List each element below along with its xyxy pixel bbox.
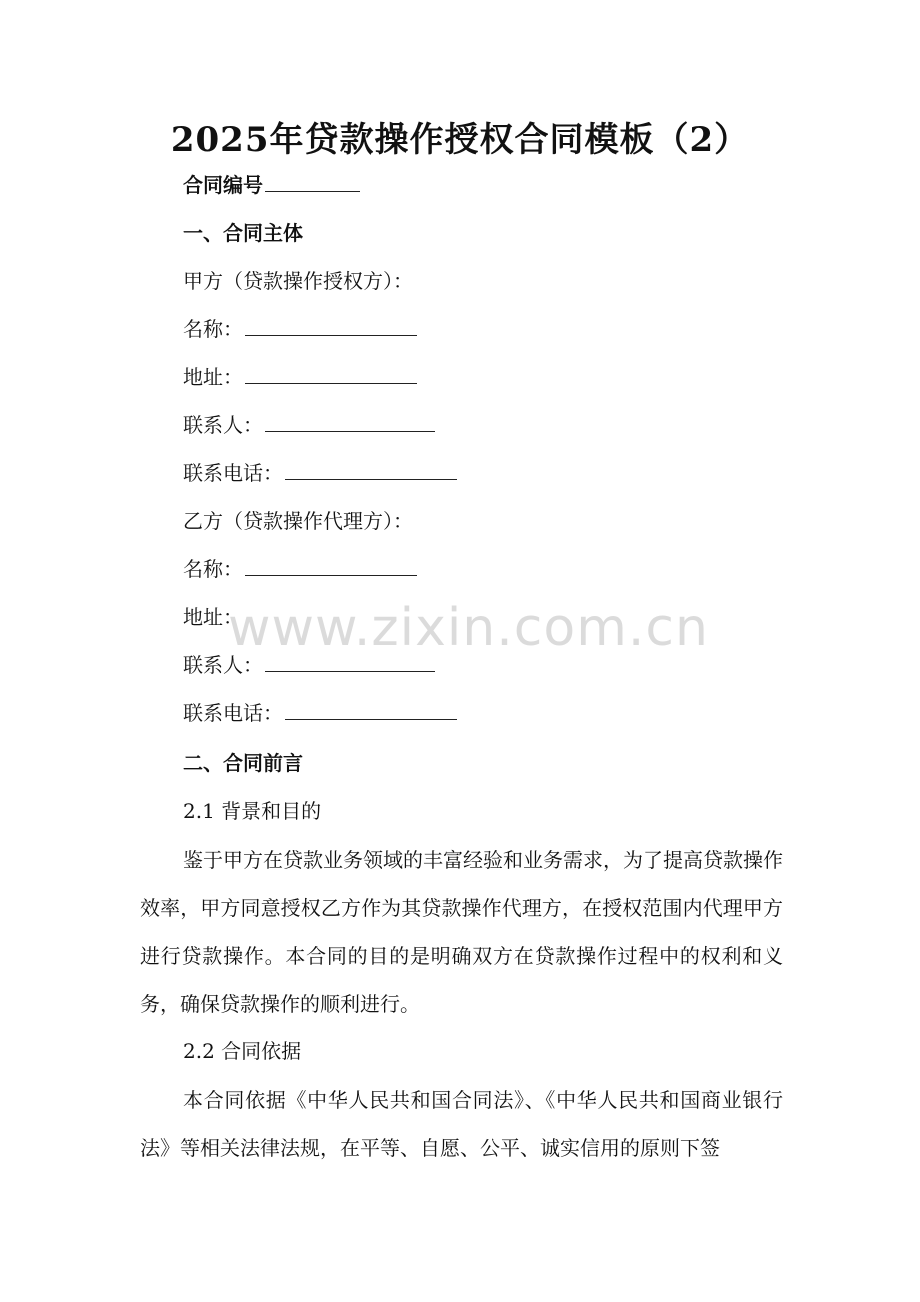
- section2-1-heading: 2.1 背景和目的: [183, 799, 322, 823]
- party-a-address-blank: [245, 363, 417, 384]
- party-a-contact-blank: [265, 411, 435, 432]
- party-a-phone-line: [183, 459, 457, 487]
- section2-heading: 二、合同前言: [183, 751, 303, 775]
- party-a-name-blank: [245, 315, 417, 336]
- party-b-heading: 乙方（贷款操作代理方）：: [183, 509, 413, 533]
- party-a-phone-label: 联系电话：: [183, 461, 283, 485]
- section2-1-paragraph: 鉴于甲方在贷款业务领域的丰富经验和业务需求，为了提高贷款操作效率，甲方同意授权乙方作为其贷款操作代理方，在授权范围内代理甲方进行贷款操作。本合同的目的是明确双方在贷款操作过程中的权利和义务，确保贷款操作的顺利进行。: [140, 848, 783, 1016]
- party-b-contact-label: 联系人：: [183, 653, 263, 677]
- party-a-contact-label: 联系人：: [183, 413, 263, 437]
- party-b-name-label: 名称：: [183, 557, 243, 581]
- party-b-address-label: 地址：: [183, 605, 243, 629]
- section1-heading: 一、合同主体: [183, 221, 303, 245]
- party-a-name-line: [183, 315, 417, 343]
- party-b-phone-blank: [285, 699, 457, 720]
- party-b-phone-line: [183, 699, 457, 727]
- section2-2-paragraph: 本合同依据《中华人民共和国合同法》、《中华人民共和国商业银行法》等相关法律法规，在平等、自愿、公平、诚实信用的原则下签: [140, 1088, 783, 1160]
- party-a-address-line: [183, 363, 417, 391]
- party-a-address-label: 地址：: [183, 365, 243, 389]
- contract-number-line: [183, 171, 360, 199]
- party-b-name-line: [183, 555, 417, 583]
- party-a-name-label: 名称：: [183, 317, 243, 341]
- party-b-name-blank: [245, 555, 417, 576]
- party-a-contact-line: [183, 411, 435, 439]
- contract-number-blank: [265, 171, 360, 192]
- contract-number-label: 合同编号: [183, 173, 263, 197]
- party-b-phone-label: 联系电话：: [183, 701, 283, 725]
- watermark: www.zixin.com.cn: [228, 598, 709, 658]
- section2-2-heading: 2.2 合同依据: [183, 1039, 302, 1063]
- party-a-heading: 甲方（贷款操作授权方）：: [183, 269, 413, 293]
- document-title: 2025年贷款操作授权合同模板（2）: [170, 120, 750, 160]
- party-a-phone-blank: [285, 459, 457, 480]
